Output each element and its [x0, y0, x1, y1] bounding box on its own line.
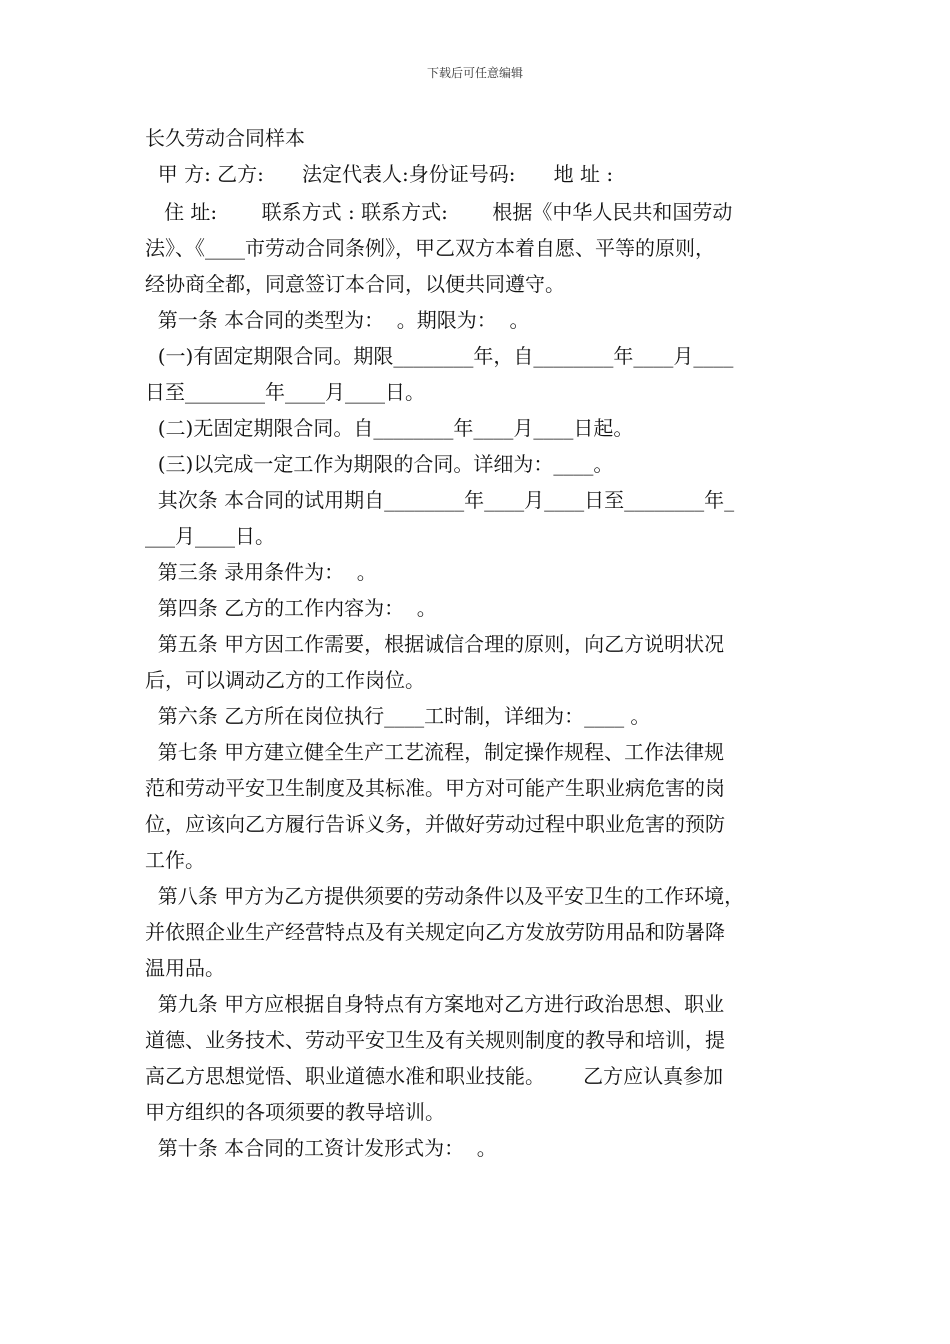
text-line: 范和劳动平安卫生制度及其标准。甲方对可能产生职业病危害的岗	[145, 776, 725, 800]
text-line: 第五条 甲方因工作需要，根据诚信合理的原则，向乙方说明状况	[145, 632, 725, 656]
text-line: 第三条 录用条件为： 。	[145, 560, 377, 584]
text-line: 法》、《____市劳动合同条例》，甲乙双方本着自愿、平等的原则，	[145, 236, 715, 260]
document-body	[145, 120, 810, 1166]
text-line: 并依照企业生产经营特点及有关规定向乙方发放劳防用品和防暑降	[145, 920, 725, 944]
text-line: 第四条 乙方的工作内容为： 。	[145, 596, 437, 620]
text-line: 经协商全都，同意签订本合同，以便共同遵守。	[145, 272, 565, 296]
text-line: 工作。	[145, 848, 205, 872]
text-line: 第九条 甲方应根据自身特点有方案地对乙方进行政治思想、职业	[145, 992, 725, 1016]
text-line: 第十条 本合同的工资计发形式为： 。	[145, 1136, 497, 1160]
header-note: 下载后可任意编辑	[426, 66, 523, 80]
text-line: 温用品。	[145, 956, 225, 980]
text-line: 第一条 本合同的类型为： 。期限为： 。	[145, 308, 530, 332]
text-line: 住 址: 联系方式 : 联系方式: 根据《中华人民共和国劳动	[145, 200, 733, 224]
text-line: (二)无固定期限合同。自________年____月____日起。	[145, 416, 634, 440]
text-line: 第八条 甲方为乙方提供须要的劳动条件以及平安卫生的工作环境，	[145, 884, 745, 908]
text-line: 甲 方: 乙方: 法定代表人:身份证号码: 地 址 :	[145, 162, 614, 186]
text-line: 道德、业务技术、劳动平安卫生及有关规则制度的教导和培训，提	[145, 1028, 725, 1052]
text-line: 甲方组织的各项须要的教导培训。	[145, 1100, 445, 1124]
text-line: ___月____日。	[145, 524, 275, 548]
text-line: 后，可以调动乙方的工作岗位。	[145, 668, 425, 692]
document-title: 长久劳动合同样本	[145, 126, 305, 150]
text-line: (三)以完成一定工作为期限的合同。详细为：____。	[145, 452, 614, 476]
text-line: 第六条 乙方所在岗位执行____工时制，详细为：____ 。	[145, 704, 651, 728]
text-line: 高乙方思想觉悟、职业道德水准和职业技能。 乙方应认真参加	[145, 1064, 724, 1088]
text-line: 日至________年____月____日。	[145, 380, 425, 404]
text-line: 其次条 本合同的试用期自________年____月____日至________年_	[145, 488, 735, 512]
text-line: 第七条 甲方建立健全生产工艺流程，制定操作规程、工作法律规	[145, 740, 725, 764]
text-line: (一)有固定期限合同。期限________年，自________年____月____	[145, 344, 734, 368]
text-line: 位，应该向乙方履行告诉义务，并做好劳动过程中职业危害的预防	[145, 812, 725, 836]
